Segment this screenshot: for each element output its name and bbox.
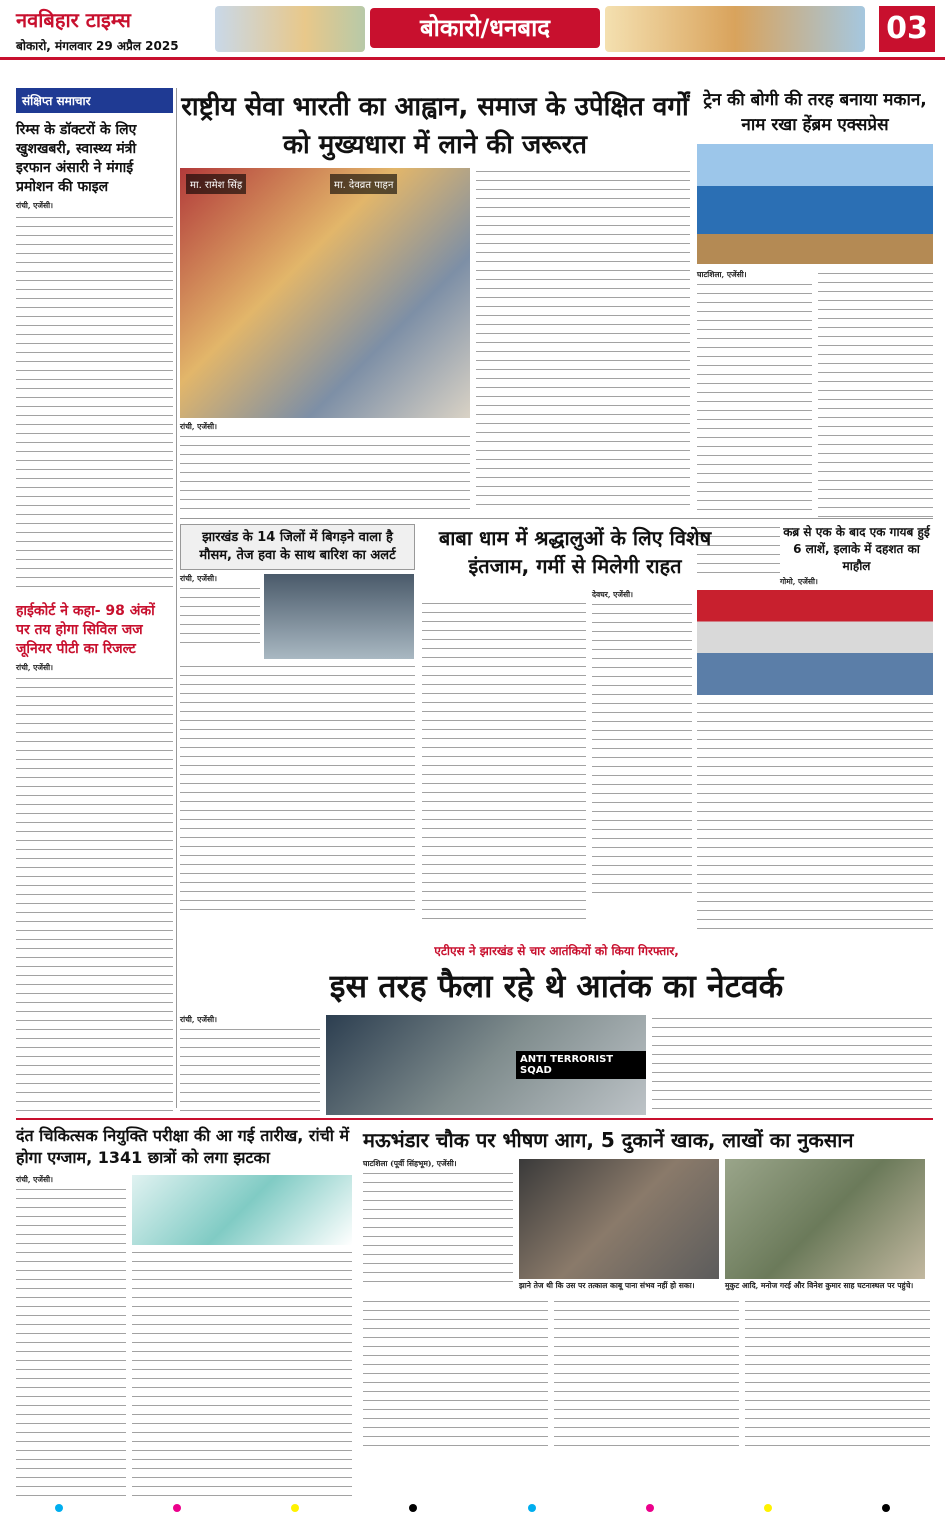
fire-body (554, 1298, 739, 1448)
fire-body (745, 1298, 930, 1448)
issue-date: बोकारो, मंगलवार 29 अप्रैल 2025 (16, 39, 179, 53)
baba-dham-dateline: देवघर, एजेंसी। (592, 590, 633, 599)
photo-banner-text: मा. देवव्रत पाहन (330, 174, 397, 194)
briefs-column (16, 88, 173, 1103)
weather-photo (264, 574, 414, 659)
terror-body (180, 1026, 320, 1114)
horizontal-rule (180, 518, 933, 519)
baba-dham-headline: बाबा धाम में श्रद्धालुओं के लिए विशेष इंतजाम, गर्मी से मिलेगी राहत (438, 526, 712, 578)
lead-story (180, 88, 690, 513)
page-number: 03 (879, 6, 935, 52)
terror-strap: एटीएस ने झारखंड से चार आतंकियों को किया गिरफ्तार, (434, 944, 679, 958)
lead-body (476, 168, 690, 508)
baba-dham-body (697, 700, 933, 930)
weather-story (180, 524, 415, 913)
header-illustration-right (605, 6, 865, 52)
weather-body (180, 585, 260, 645)
train-house-story (697, 88, 933, 581)
exam-illustration (132, 1175, 352, 1245)
brief-body (16, 675, 173, 1115)
fire-photo (519, 1159, 719, 1279)
exam-body (16, 1186, 126, 1496)
exam-dateline: रांची, एजेंसी। (16, 1175, 53, 1184)
weather-body (180, 663, 415, 913)
newspaper-name: नवबिहार टाइम्स (16, 8, 131, 32)
fire-photo-caption: मुकुट आदि, मनोज गरई और विनेश कुमार साह घटनास्थल पर पहुंचे। (725, 1281, 914, 1290)
page-header (0, 0, 945, 60)
train-house-photo (697, 144, 933, 264)
terror-photo (326, 1015, 646, 1115)
weather-body (422, 600, 586, 920)
lead-dateline: रांची, एजेंसी। (180, 422, 217, 431)
terror-headline: इस तरह फैला रहे थे आतंक का नेटवर्क (329, 967, 784, 1005)
exam-body (132, 1249, 352, 1499)
baba-dham-body (592, 601, 692, 901)
section-title: बोकारो/धनबाद (370, 8, 600, 48)
baba-dham-story (430, 524, 720, 580)
grave-story-box (780, 524, 933, 588)
brief-dateline: रांची, एजेंसी। (16, 662, 53, 672)
column-divider (176, 88, 177, 1108)
fire-story (363, 1125, 933, 1448)
weather-headline: झारखंड के 14 जिलों में बिगड़ने वाला है मौसम, तेज हवा के साथ बारिश का अलर्ट (180, 524, 415, 570)
exam-story (16, 1125, 356, 1499)
fire-body (363, 1298, 548, 1448)
lead-headline: राष्ट्रीय सेवा भारती का आह्वान, समाज के उपेक्षित वर्गों को मुख्यधारा में लाने की जरूरत (181, 92, 689, 160)
exam-headline: दंत चिकित्सक नियुक्ति परीक्षा की आ गई तारीख, रांची में होगा एग्जाम, 1341 छात्रों को लगा झटका (16, 1126, 350, 1167)
photo-vest-text: ANTI TERRORIST SQAD (516, 1051, 646, 1079)
lead-photo (180, 168, 470, 418)
photo-banner-text: मा. रामेश सिंह (186, 174, 246, 194)
fire-body (363, 1170, 513, 1290)
weather-dateline: रांची, एजेंसी। (180, 574, 217, 583)
grave-headline: कब्र से एक के बाद एक गायब हुई 6 लाशें, इलाके में दहशत का माहौल (783, 525, 930, 573)
brief-dateline: रांची, एजेंसी। (16, 201, 53, 210)
masthead (16, 6, 206, 54)
header-illustration-left (215, 6, 365, 52)
fire-headline: मऊभंडार चौक पर भीषण आग, 5 दुकानें खाक, लाखों का नुकसान (363, 1128, 854, 1152)
section-divider (16, 1118, 933, 1120)
brief-headline: रिम्स के डॉक्टरों के लिए खुशखबरी, स्वास्थ्य मंत्री इरफान अंसारी ने मंगाई प्रमोशन की फाइल (16, 122, 137, 195)
brief-headline: हाईकोर्ट ने कहा- 98 अंकों पर तय होगा सिविल जज जूनियर पीटी का रिजल्ट (16, 602, 155, 657)
terror-body (652, 1015, 932, 1115)
lead-body (180, 433, 470, 513)
fire-dateline: घाटशिला (पूर्वी सिंहभूम), एजेंसी। (363, 1159, 457, 1168)
baba-dham-photo (697, 590, 933, 695)
terror-story (180, 1015, 933, 1115)
weather-continued (422, 600, 586, 920)
train-house-dateline: घाटशिला, एजेंसी। (697, 270, 747, 279)
train-house-headline: ट्रेन की बोगी की तरह बनाया मकान, नाम रखा हेंब्रम एक्सप्रेस (703, 90, 927, 135)
fire-photo-caption: झाने तेज थी कि उस पर तत्काल काबू पाना संभव नहीं हो सका। (519, 1281, 695, 1290)
grave-dateline: गोमो, एजेंसी। (780, 577, 818, 586)
registration-marks (0, 1504, 945, 1514)
briefs-tag: संक्षिप्त समाचार (16, 88, 173, 113)
fire-photo (725, 1159, 925, 1279)
terror-dateline: रांची, एजेंसी। (180, 1015, 217, 1024)
brief-body (16, 214, 173, 594)
